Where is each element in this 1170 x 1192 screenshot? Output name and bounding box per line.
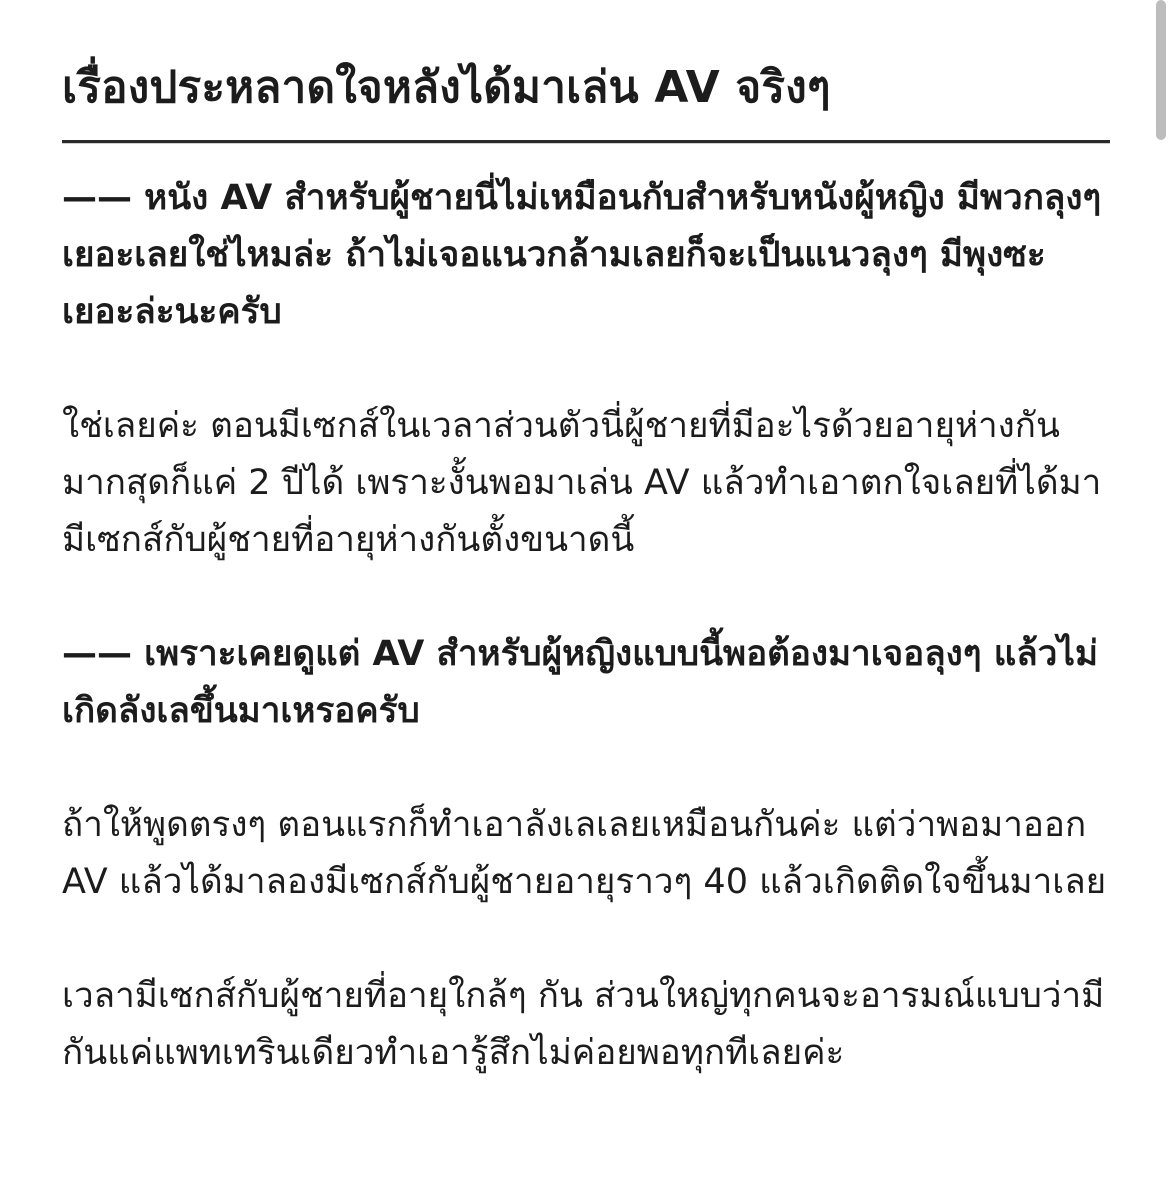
article bbox=[62, 0, 1112, 1082]
title-divider bbox=[62, 140, 1110, 144]
interview-answer: ถ้าให้พูดตรงๆ ตอนแรกก็ทำเอาลังเลเลยเหมือนกันค่ะ แต่ว่าพอมาออก AV แล้วได้มาลองมีเซกส์กับผู้ชายอายุราวๆ 40 แล้วเกิดติดใจขึ้นมาเลย bbox=[62, 805, 1107, 902]
interview-answer: เวลามีเซกส์กับผู้ชายที่อายุใกล้ๆ กัน ส่วนใหญ่ทุกคนจะอารมณ์แบบว่ามีกันแค่แพทเทรินเดียวทำเอารู้สึกไม่ค่อยพอทุกทีเลยค่ะ bbox=[62, 976, 1105, 1073]
interview-answer: ใช่เลยค่ะ ตอนมีเซกส์ในเวลาส่วนตัวนี่ผู้ชายที่มีอะไรด้วยอายุห่างกันมากสุดก็แค่ 2 ปีได้ เพราะงั้นพอมาเล่น AV แล้วทำเอาตกใจเลยที่ได้มามีเซกส์กับผู้ชายที่อายุห่างกันตั้งขนาดนี้ bbox=[62, 406, 1102, 560]
interview-question: —— เพราะเคยดูแต่ AV สำหรับผู้หญิงแบบนี้พอต้องมาเจอลุงๆ แล้วไม่เกิดลังเลขึ้นมาเหรอครับ bbox=[62, 634, 1099, 731]
vertical-scrollbar[interactable] bbox=[1156, 0, 1166, 140]
interview-question: —— หนัง AV สำหรับผู้ชายนี่ไม่เหมือนกับสำหรับหนังผู้หญิง มีพวกลุงๆ เยอะเลยใช่ไหมล่ะ ถ้าไม่เจอแนวกล้ามเลยก็จะเป็นแนวลุงๆ มีพุงซะเยอะล่ะนะครับ bbox=[62, 178, 1102, 332]
article-title: เรื่องประหลาดใจหลังได้มาเล่น AV จริงๆ bbox=[62, 62, 831, 113]
